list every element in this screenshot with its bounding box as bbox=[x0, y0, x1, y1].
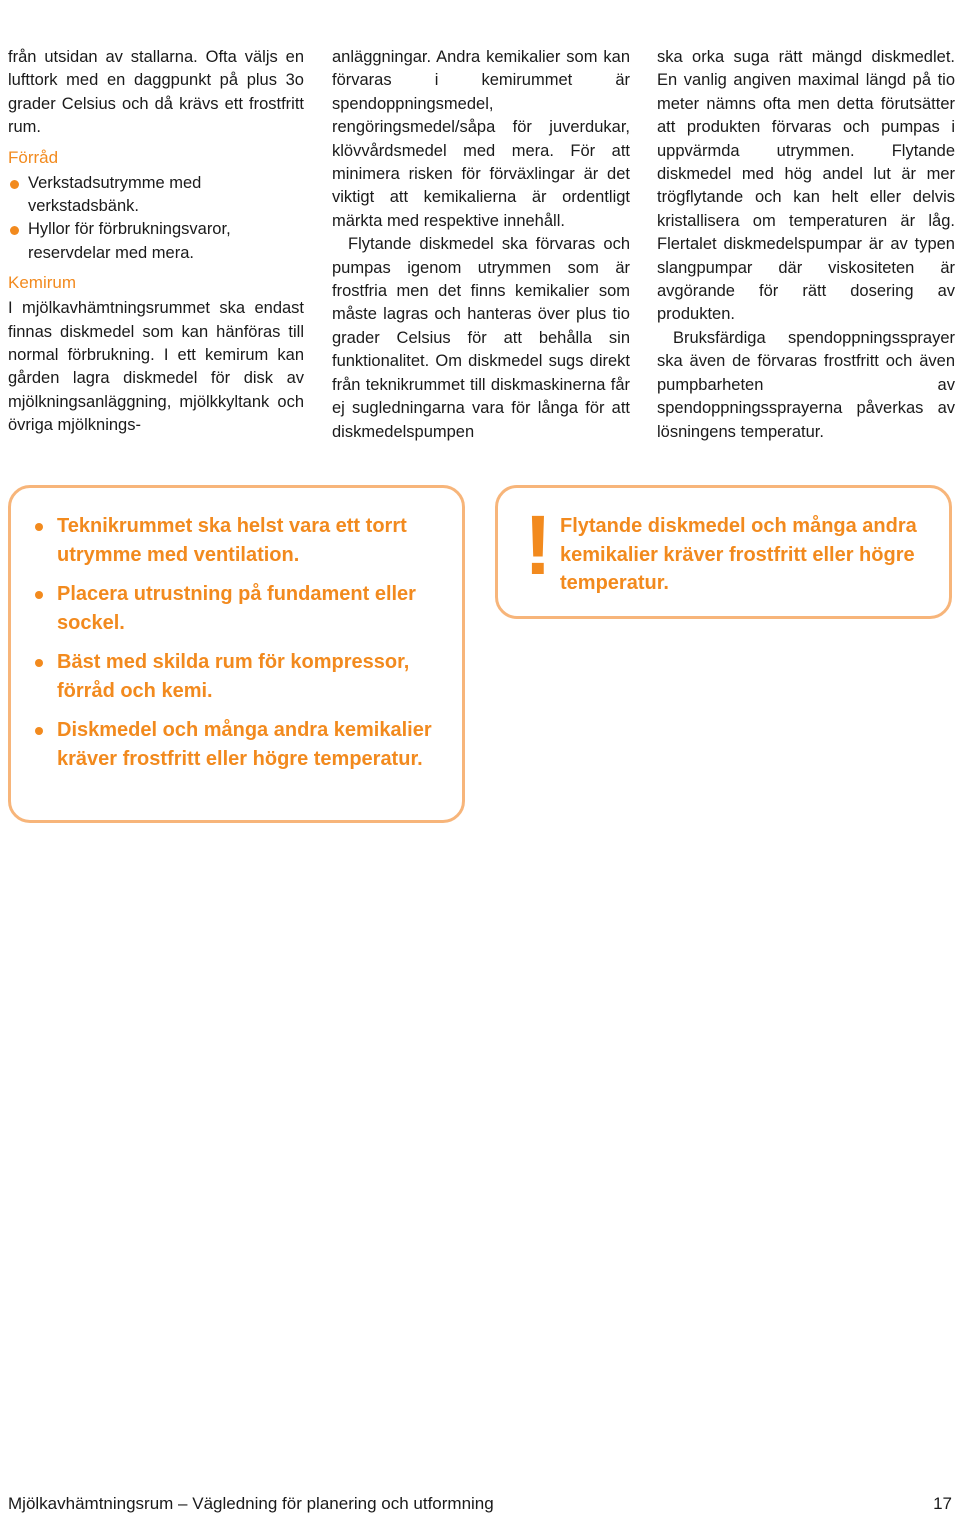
tip-item: Bäst med skilda rum för kompressor, förråd och kemi. bbox=[33, 648, 442, 705]
bullet-icon bbox=[35, 523, 43, 531]
tips-list bbox=[11, 488, 462, 773]
tip-item: Diskmedel och många andra kemikalier kräver frostfritt eller högre temperatur. bbox=[33, 716, 442, 773]
detergent-paragraph: Flytande diskmedel ska förvaras och pumpas igenom utrymmen som är frostfria men det finns kemikalier som måste lagras och hanteras över plus tio grader Celsius för att behålla sin funktionalitet. Om diskmedel sugs direkt från teknikrummet till diskmaskinerna får ej sugledningarna vara för långa för att diskmedelspumpen bbox=[332, 235, 630, 441]
kemirum-paragraph: I mjölkavhämtningsrummet ska endast finnas diskmedel som kan hänföras till normal förbrukning. I ett kemirum kan gården lagra diskmedel för disk av mjölkningsanläggning, mjölkkyltank och övriga mjölknings- bbox=[8, 299, 304, 435]
exclamation-icon: ! bbox=[524, 498, 552, 592]
column-3 bbox=[657, 46, 955, 444]
column-2 bbox=[332, 46, 630, 444]
spray-paragraph: Bruksfärdiga spendoppningssprayer ska även de förvaras frostfritt och även pumpbarheten av spendoppningssprayerna påverkas av lösningens temperatur. bbox=[657, 328, 955, 441]
forrad-heading: Förråd bbox=[8, 147, 59, 167]
tip-item: Placera utrustning på fundament eller sockel. bbox=[33, 580, 442, 637]
bullet-icon bbox=[35, 659, 43, 667]
page-number: 17 bbox=[933, 1494, 952, 1513]
pump-paragraph: ska orka suga rätt mängd diskmedlet. En vanlig angiven maximal längd på tio meter nämns ofta men detta förutsätter att produkten förvaras och pumpas i uppvärmda utrymmen. Flytande diskmedel med hög andel lut är mer trögflytande och kan helt eller delvis kristallisera om temperaturen är låg. Flertalet diskmedelspumpar är av typen slangpumpar där viskositeten är avgörande för rätt dosering av produkten. bbox=[657, 48, 955, 324]
forrad-list bbox=[8, 172, 304, 266]
warning-box bbox=[495, 485, 952, 619]
chemicals-paragraph: anläggningar. Andra kemikalier som kan förvaras i kemirummet är spendoppningsmedel, rengöringsmedel/såpa för juverdukar, klövvårdsmedel med mera. För att minimera risken för förväxlingar är det viktigt att kemikalierna är ordentligt märkta med respektive innehåll. bbox=[332, 48, 630, 230]
list-item: Hyllor för förbrukningsvaror, reservdelar med mera. bbox=[8, 218, 304, 265]
tip-item: Teknikrummet ska helst vara ett torrt utrymme med ventilation. bbox=[33, 512, 442, 569]
bullet-icon bbox=[35, 591, 43, 599]
kemirum-heading: Kemirum bbox=[8, 273, 77, 293]
list-item: Verkstadsutrymme med verkstadsbänk. bbox=[8, 172, 304, 219]
bullet-icon bbox=[35, 727, 43, 735]
intro-paragraph: från utsidan av stallarna. Ofta väljs en lufttork med en daggpunkt på plus 3o grader Celsius och då krävs ett frostfritt rum. bbox=[8, 48, 304, 137]
footer-title: Mjölkavhämtningsrum – Vägledning för planering och utformning bbox=[8, 1494, 494, 1513]
bullet-icon bbox=[10, 226, 19, 235]
tips-box bbox=[8, 485, 465, 823]
warning-text: Flytande diskmedel och många andra kemikalier kräver frostfritt eller högre temperatur. bbox=[560, 515, 917, 594]
bullet-icon bbox=[10, 180, 19, 189]
column-1 bbox=[8, 46, 304, 438]
